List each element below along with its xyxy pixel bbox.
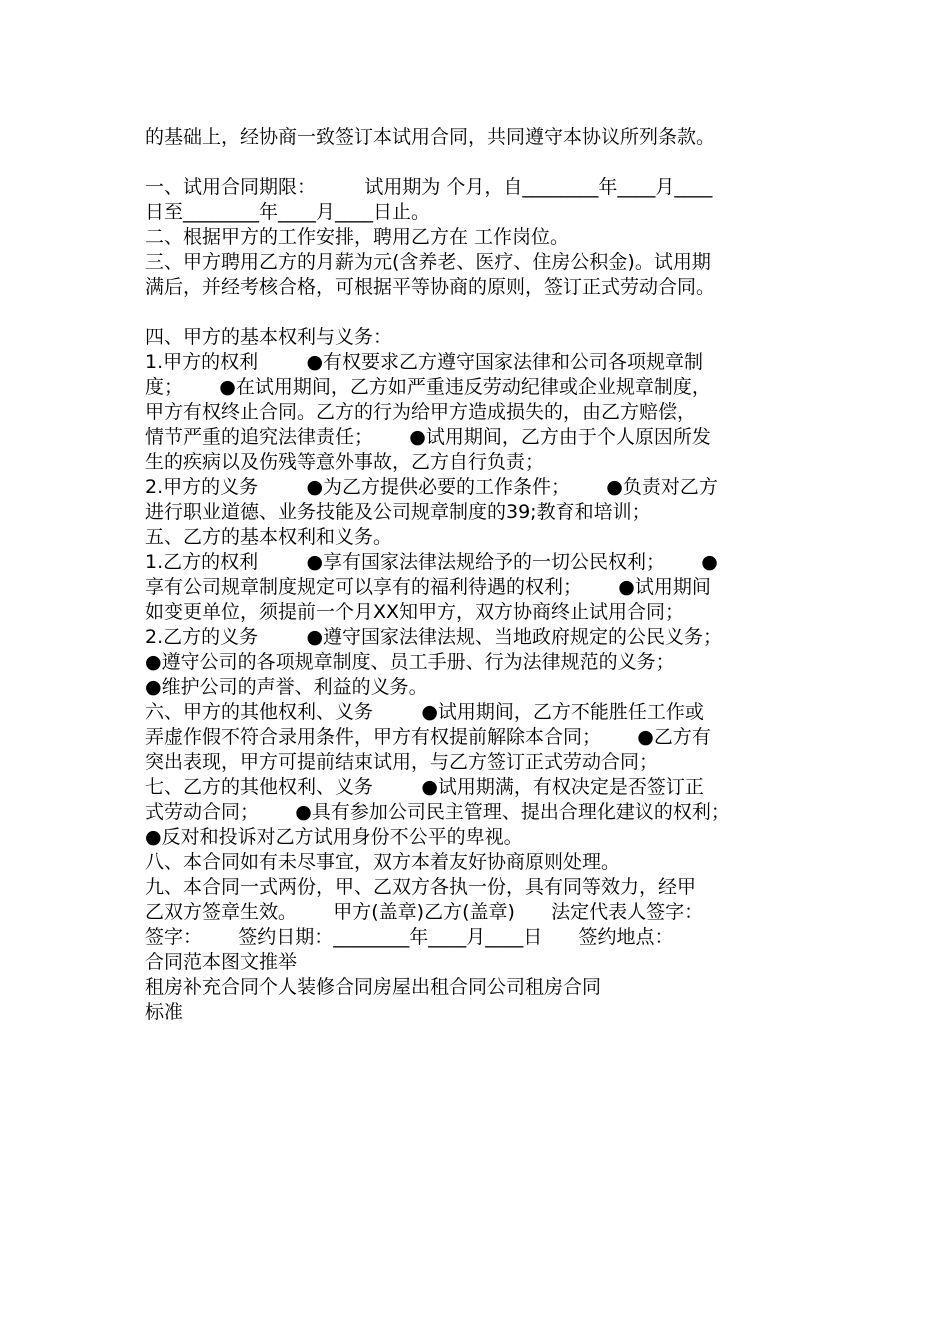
clause-4-line-6: 2.甲方的义务 ●为乙方提供必要的工作条件； ●负责对乙方	[145, 476, 718, 498]
clause-8-line: 八、本合同如有未尽事宜，双方本着友好协商原则处理。	[145, 851, 621, 873]
clause-6-line-3: 突出表现，甲方可提前结束试用，与乙方签订正式劳动合同；	[145, 751, 659, 773]
related-links-line-2: 标准	[145, 1001, 184, 1023]
clause-1-line-1: 一、试用合同期限： 试用期为 个月，自________年____月____	[145, 176, 713, 198]
clause-9-line-2: 乙双方签章生效。 甲方(盖章)乙方(盖章) 法定代表人签字：	[145, 901, 704, 923]
clause-4-heading: 四、甲方的基本权利与义务：	[145, 326, 393, 348]
clause-4-line-3: 甲方有权终止合同。乙方的行为给甲方造成损失的，由乙方赔偿，	[145, 401, 697, 423]
paragraph-intro-line: 的基础上，经协商一致签订本试用合同，共同遵守本协议所列条款。	[145, 126, 716, 148]
clause-5-line-3: 如变更单位，须提前一个月XX知甲方，双方协商终止试用合同；	[145, 601, 685, 623]
clause-5-line-2: 享有公司规章制度规定可以享有的福利待遇的权利； ●试用期间	[145, 576, 711, 598]
clause-5-line-5: ●遵守公司的各项规章制度、员工手册、行为法律规范的义务；	[145, 651, 675, 673]
clause-7-line-1: 七、乙方的其他权利、义务 ●试用期满，有权决定是否签订正	[145, 776, 704, 798]
clause-4-line-4: 情节严重的追究法律责任； ●试用期间，乙方由于个人原因所发	[145, 426, 711, 448]
clause-5-line-4: 2.乙方的义务 ●遵守国家法律法规、当地政府规定的公民义务；	[145, 626, 723, 648]
clause-4-line-1: 1.甲方的权利 ●有权要求乙方遵守国家法律和公司各项规章制	[145, 351, 704, 373]
signature-line: 签字： 签约日期：________年____月____日 签约地点：	[145, 926, 674, 948]
clause-5-line-6: ●维护公司的声誉、利益的义务。	[145, 676, 428, 698]
clause-6-line-2: 弄虚作假不符合录用条件，甲方有权提前解除本合同； ●乙方有	[145, 726, 711, 748]
related-heading: 合同范本图文推举	[145, 951, 298, 973]
clause-3-line-1: 三、甲方聘用乙方的月薪为元(含养老、医疗、住房公积金)。试用期	[145, 251, 711, 273]
clause-5-line-1: 1.乙方的权利 ●享有国家法律法规给予的一切公民权利； ●	[145, 551, 718, 573]
clause-3-line-2: 满后，并经考核合格，可根据平等协商的原则，签订正式劳动合同。	[145, 276, 716, 298]
clause-4-line-2: 度； ●在试用期间，乙方如严重违反劳动纪律或企业规章制度，	[145, 376, 711, 398]
clause-6-line-1: 六、甲方的其他权利、义务 ●试用期间，乙方不能胜任工作或	[145, 701, 704, 723]
clause-4-line-7: 进行职业道德、业务技能及公司规章制度的39;教育和培训；	[145, 501, 651, 523]
related-links-line: 租房补充合同个人装修合同房屋出租合同公司租房合同	[145, 976, 602, 998]
clause-1-line-2: 日至________年____月____日止。	[145, 201, 431, 223]
clause-5-heading: 五、乙方的基本权利和义务。	[145, 526, 393, 548]
clause-7-line-2: 式劳动合同； ●具有参加公司民主管理、提出合理化建议的权利；	[145, 801, 730, 823]
clause-4-line-5: 生的疾病以及伤残等意外事故，乙方自行负责；	[145, 451, 545, 473]
clause-9-line-1: 九、本合同一式两份，甲、乙双方各执一份，具有同等效力，经甲	[145, 876, 697, 898]
clause-2-line: 二、根据甲方的工作安排，聘用乙方在 工作岗位。	[145, 226, 570, 248]
clause-7-line-3: ●反对和投诉对乙方试用身份不公平的卑视。	[145, 826, 523, 848]
